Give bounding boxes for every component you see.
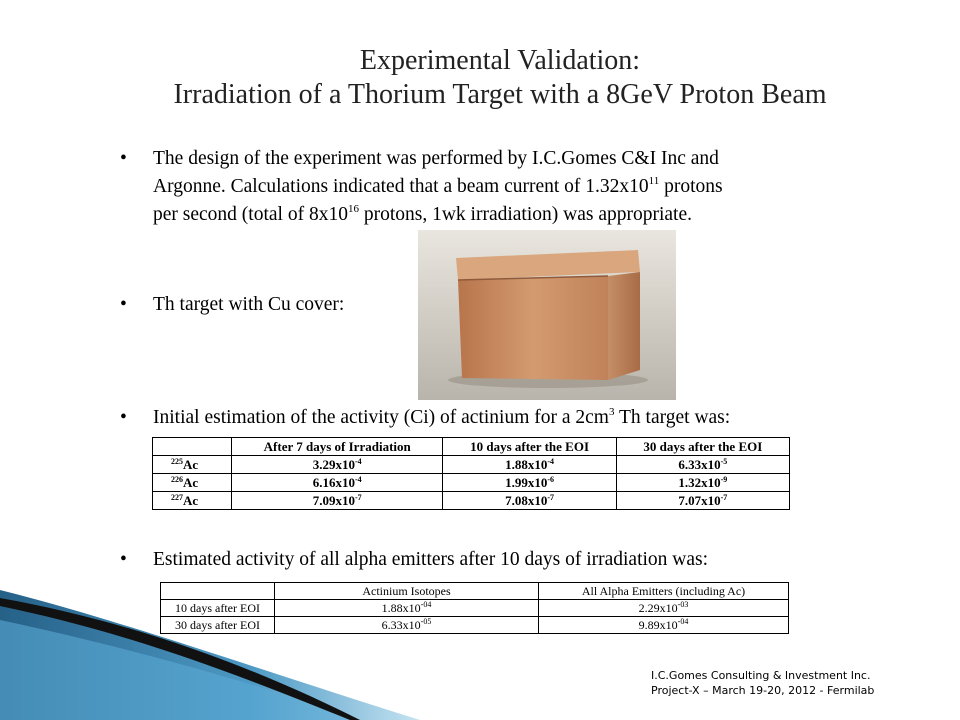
value-exponent: -05 [420, 616, 432, 626]
table-header-row [161, 583, 789, 600]
text-fragment: protons [659, 176, 723, 197]
table-cell [232, 456, 443, 474]
slide-title [100, 44, 900, 112]
superscript: 11 [648, 175, 660, 187]
value-exponent: -7 [720, 492, 728, 502]
table-row [153, 492, 790, 510]
text-fragment: Th target was: [614, 407, 731, 428]
element-symbol: Ac [183, 492, 199, 508]
table-cell [443, 474, 616, 492]
table-header-cell: After 7 days of Irradiation [232, 438, 443, 456]
table-header-cell: 10 days after the EOI [443, 438, 616, 456]
text-fragment: protons, 1wk irradiation) was appropriate. [358, 204, 692, 225]
mass-number: 227 [171, 492, 183, 502]
value-exponent: -6 [547, 474, 555, 484]
table-header-cell [153, 438, 232, 456]
value-exponent: -04 [677, 616, 689, 626]
alpha-emitters-table [160, 582, 789, 634]
table-header-cell [161, 583, 275, 600]
value-exponent: -5 [720, 456, 728, 466]
table-cell [616, 456, 789, 474]
value-exponent: -7 [355, 492, 362, 502]
value-exponent: -04 [420, 599, 432, 609]
slide-footer [651, 668, 874, 698]
table-header-row [153, 438, 790, 456]
element-symbol: Ac [183, 456, 199, 472]
title-line-2: Irradiation of a Thorium Target with a 8GeV Proton Beam [173, 79, 827, 110]
bullet-target-text: Th target with Cu cover: [153, 294, 345, 315]
footer-company: I.C.Gomes Consulting & Investment Inc. [651, 669, 871, 682]
thorium-target-photo [418, 230, 676, 400]
table-cell [232, 474, 443, 492]
bullet-dot: • [120, 407, 127, 428]
bullet-initial-estimation-text [153, 404, 730, 432]
table-header-cell: All Alpha Emitters (including Ac) [539, 583, 789, 600]
table-cell [539, 600, 789, 617]
table-cell [443, 492, 616, 510]
table-cell [616, 474, 789, 492]
value-mantissa: 1.88x10 [505, 456, 548, 472]
value-exponent: -7 [547, 492, 555, 502]
title-line-1: Experimental Validation: [359, 45, 641, 76]
actinium-activity-table [152, 437, 790, 510]
table-row [161, 617, 789, 634]
bullet-dot: • [120, 148, 127, 169]
value-exponent: -4 [355, 474, 362, 484]
element-symbol: Ac [183, 474, 199, 490]
text-fragment: per second (total of 8x10 [153, 204, 348, 225]
isotope-cell [153, 492, 232, 510]
row-label: 30 days after EOI [161, 617, 275, 634]
bullet-dot: • [120, 549, 127, 570]
value-mantissa: 7.07x10 [678, 492, 721, 508]
table-row [153, 474, 790, 492]
text-fragment: Initial estimation of the activity (Ci) of actinium for a 2cm [153, 407, 609, 428]
table-cell [616, 492, 789, 510]
value-mantissa: 9.89x10 [638, 617, 678, 632]
value-mantissa: 2.29x10 [638, 600, 678, 615]
value-mantissa: 1.32x10 [678, 474, 721, 490]
superscript: 16 [347, 203, 359, 215]
table-header-cell: 30 days after the EOI [616, 438, 789, 456]
value-mantissa: 3.29x10 [312, 456, 355, 472]
bullet-design-line-1: The design of the experiment was performed by I.C.Gomes C&I Inc and [153, 148, 719, 169]
table-cell [539, 617, 789, 634]
table-cell [443, 456, 616, 474]
isotope-cell [153, 456, 232, 474]
value-mantissa: 1.99x10 [505, 474, 548, 490]
isotope-cell [153, 474, 232, 492]
value-exponent: -4 [355, 456, 362, 466]
table-cell [275, 600, 539, 617]
row-label: 10 days after EOI [161, 600, 275, 617]
value-mantissa: 6.33x10 [381, 617, 421, 632]
value-exponent: -4 [547, 456, 555, 466]
table-cell [232, 492, 443, 510]
value-mantissa: 7.08x10 [505, 492, 548, 508]
bullet-dot: • [120, 294, 127, 315]
value-mantissa: 1.88x10 [381, 600, 421, 615]
bullet-design-line-3 [153, 201, 692, 229]
value-exponent: -03 [677, 599, 689, 609]
value-mantissa: 6.33x10 [678, 456, 721, 472]
value-mantissa: 7.09x10 [312, 492, 355, 508]
value-exponent: -9 [720, 474, 728, 484]
table-row [153, 456, 790, 474]
table-header-cell: Actinium Isotopes [275, 583, 539, 600]
text-fragment: Argonne. Calculations indicated that a beam current of 1.32x10 [153, 176, 649, 197]
footer-event: Project-X – March 19-20, 2012 - Fermilab [651, 684, 875, 697]
mass-number: 226 [171, 474, 183, 484]
bullet-alpha-emitters-text: Estimated activity of all alpha emitters after 10 days of irradiation was: [153, 549, 709, 570]
superscript: 3 [608, 406, 615, 418]
table-cell [275, 617, 539, 634]
mass-number: 225 [171, 456, 183, 466]
table-row [161, 600, 789, 617]
bullet-design-line-2 [153, 173, 723, 201]
value-mantissa: 6.16x10 [312, 474, 355, 490]
